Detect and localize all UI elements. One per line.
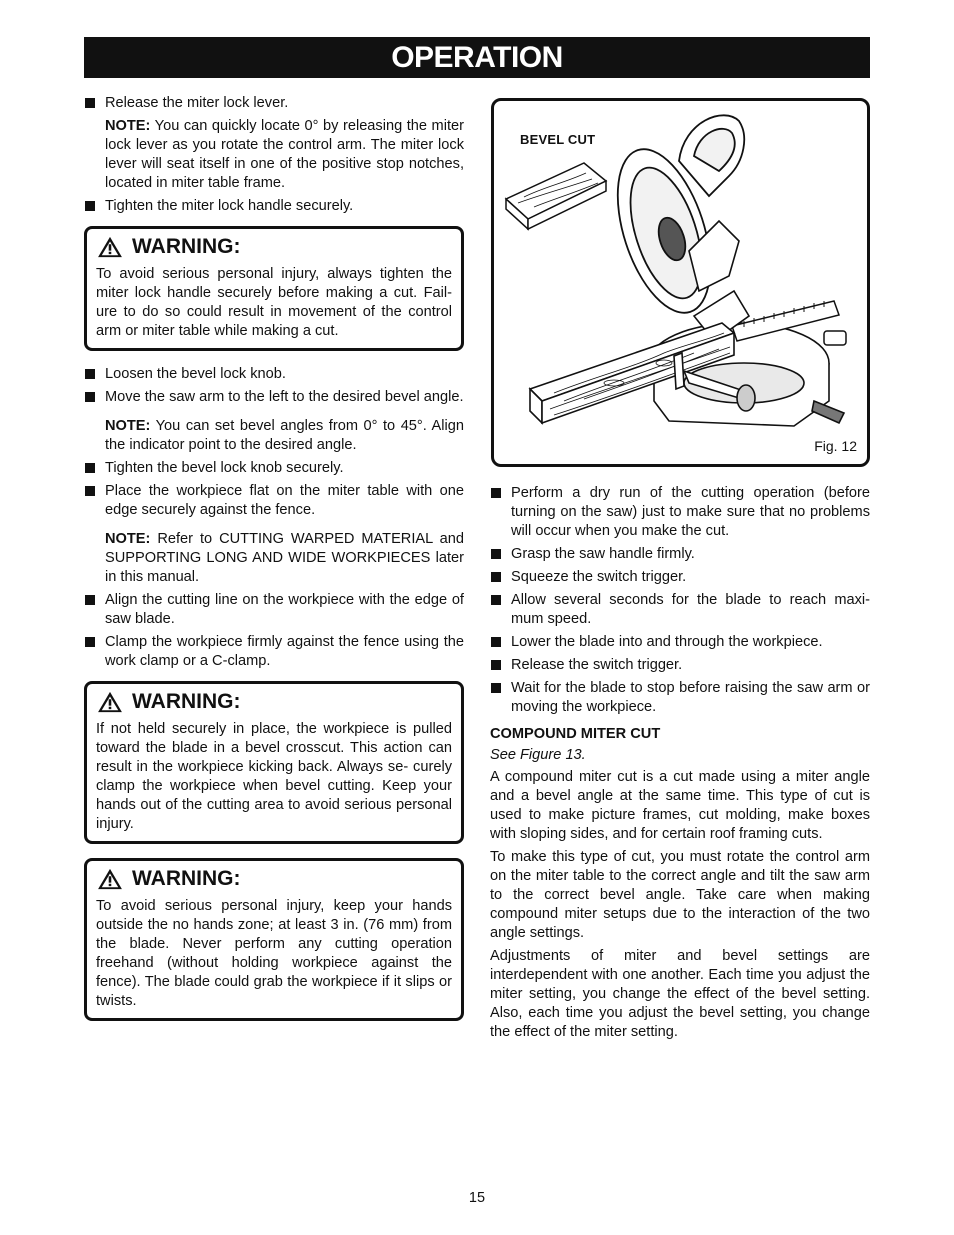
page-header-title: OPERATION [84, 37, 870, 78]
saw-handle [679, 115, 744, 196]
step-release-miter-lock: Release the miter lock lever. [84, 94, 464, 113]
step-squeeze-trigger: Squeeze the switch trigger. [490, 568, 870, 587]
note-label: NOTE: [105, 418, 151, 434]
step-align-cutting-line: Align the cutting line on the workpiece with the edge of saw blade. [84, 591, 464, 629]
step-wait-blade-stop: Wait for the blade to stop before raising the saw arm or moving the workpiece. [490, 679, 870, 717]
step-loosen-bevel-knob: Loosen the bevel lock knob. [84, 365, 464, 384]
note-label: NOTE: [105, 531, 151, 547]
step-clamp-workpiece: Clamp the workpiece firmly against the fence using the work clamp or a C-clamp. [84, 633, 464, 671]
figure-label: BEVEL CUT [520, 132, 596, 147]
note-text: You can quickly locate 0° by releasing the miter lock lever as you rotate the control arm. The miter lock lever will seat itself in one of the positive stop notches, located in miter table frame. [105, 118, 464, 191]
warning-box-miter-lock [84, 226, 464, 351]
figure-reference: See Figure 13. [490, 747, 586, 763]
note-label: NOTE: [105, 118, 151, 134]
note-text: You can set bevel angles from 0° to 45°. Align the indicator point to the desired angle. [105, 418, 464, 453]
step-place-workpiece: Place the workpiece flat on the miter table with one edge securely against the fence. [84, 482, 464, 520]
warning-title: WARNING: [132, 235, 241, 258]
note-bevel-angles [84, 417, 464, 455]
warning-triangle-icon [96, 868, 124, 890]
warning-text: To avoid serious personal injury, keep your hands outside the no hands zone; at least 3 in. (76 mm) from the blade. Never perform any cutting operation freehand (without holding workpiece against the fence). The blade could grab the workpiece if it slips or twists. [96, 898, 452, 1009]
warning-text: If not held securely in place, the workpiece is pulled toward the blade in a bevel crosscut. This action can result in the workpiece kicking back. Always se- curely clamp the workpiece when bevel cutting. Keep your hands out of the cutting area to avoid serious personal injury. [96, 721, 452, 832]
wood-block-icon [506, 163, 606, 229]
warning-triangle-icon [96, 236, 124, 258]
warning-title: WARNING: [132, 867, 241, 890]
note-text: Refer to CUTTING WARPED MATERIAL and SUPPORTING LONG AND WIDE WORKPIECES later in this manual. [105, 531, 464, 585]
note-warped-material [84, 530, 464, 587]
step-release-trigger: Release the switch trigger. [490, 656, 870, 675]
paragraph-interdependent-settings: Adjustments of miter and bevel settings are interdependent with one another. Each time you adjust the miter setting, you change the effect of the bevel setting. Also, each time you adjust the bevel setting, you change the effect of the miter setting. [490, 948, 870, 1040]
figure-12-bevel-cut [491, 98, 870, 467]
step-move-saw-arm: Move the saw arm to the left to the desired bevel angle. [84, 388, 464, 407]
step-allow-speed: Allow several seconds for the blade to reach maxi- mum speed. [490, 591, 870, 629]
step-lower-blade: Lower the blade into and through the workpiece. [490, 633, 870, 652]
note-miter-locate [84, 117, 464, 193]
step-grasp-handle: Grasp the saw handle firmly. [490, 545, 870, 564]
warning-text: To avoid serious personal injury, always tighten the miter lock handle securely before making a cut. Fail- ure to do so could result in movement of the control arm or miter table while making a cut. [96, 266, 452, 339]
miter-saw-bevel-cut-icon [494, 101, 867, 464]
left-column [84, 94, 464, 1035]
warning-box-bevel-crosscut [84, 681, 464, 844]
step-dry-run: Perform a dry run of the cutting operation (before turning on the saw) just to make sure that no problems will occur when you make the cut. [490, 484, 870, 541]
step-tighten-bevel-knob: Tighten the bevel lock knob securely. [84, 459, 464, 478]
warning-box-no-hands-zone [84, 858, 464, 1021]
section-heading-compound-miter: COMPOUND MITER CUT [490, 726, 661, 742]
figure-caption: Fig. 12 [814, 438, 857, 454]
warning-title: WARNING: [132, 690, 241, 713]
paragraph-compound-setup: To make this type of cut, you must rotate the control arm on the miter table to the correct angle and tilt the saw arm to the correct bevel angle. Take care when making compound miter setups due to the interaction of the two angle settings. [490, 849, 870, 941]
right-column [490, 484, 870, 1046]
step-tighten-miter-lock: Tighten the miter lock handle securely. [84, 197, 464, 216]
page-number: 15 [468, 1190, 486, 1206]
warning-triangle-icon [96, 691, 124, 713]
paragraph-compound-definition: A compound miter cut is a cut made using a miter angle and a bevel angle at the same time. This type of cut is used to make picture frames, cut molding, make boxes with sloping sides, and for certain roof framing cuts. [490, 769, 870, 842]
